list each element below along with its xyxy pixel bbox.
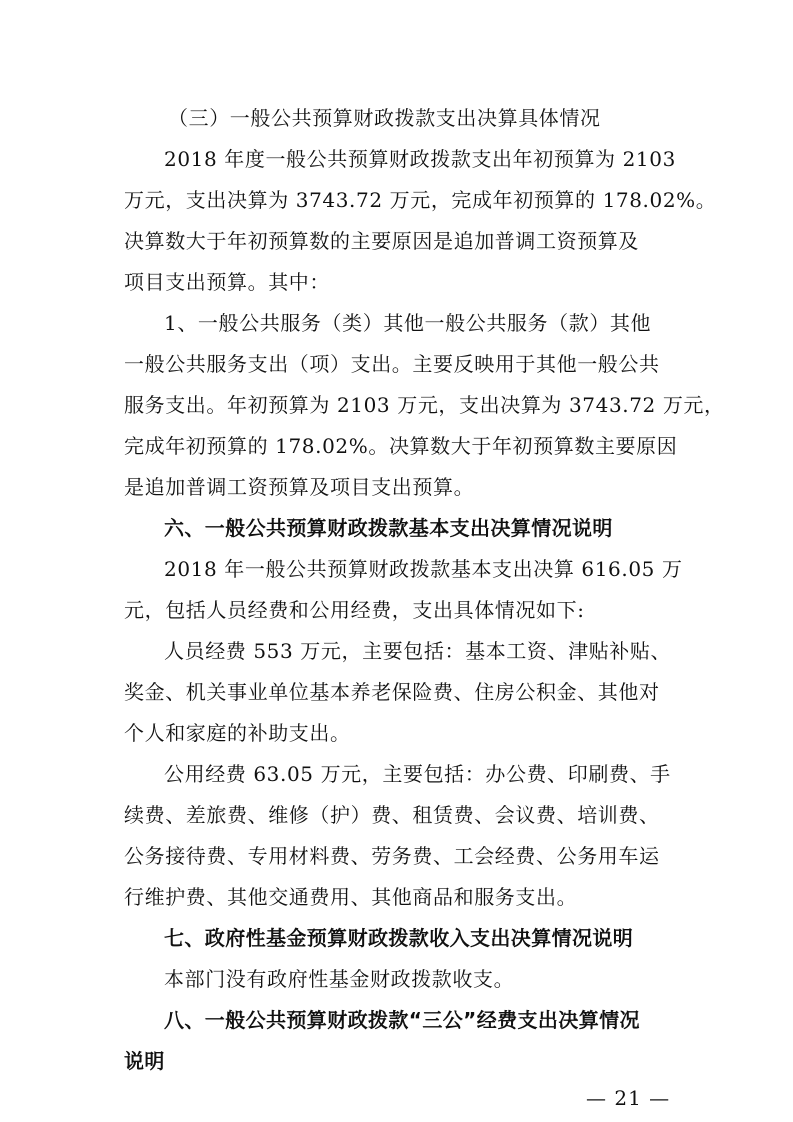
paragraph-5-line-3: 公务接待费、专用材料费、劳务费、工会经费、公务用车运: [124, 844, 660, 868]
paragraph-5-line-4: 行维护费、其他交通费用、其他商品和服务支出。: [124, 885, 578, 909]
paragraph-2-line-4: 完成年初预算的 178.02%。决算数大于年初预算数主要原因: [124, 434, 678, 458]
page-number: — 21 —: [586, 1086, 671, 1110]
heading-8-line-2: 说明: [124, 1049, 165, 1073]
paragraph-4-line-2: 奖金、机关事业单位基本养老保险费、住房公积金、其他对: [124, 680, 660, 704]
paragraph-1-line-4: 项目支出预算。其中：: [124, 270, 330, 294]
heading-7: 七、政府性基金预算财政拨款收入支出决算情况说明: [164, 926, 634, 950]
section-3-heading: （三）一般公共预算财政拨款支出决算具体情况: [168, 106, 601, 130]
paragraph-4-line-3: 个人和家庭的补助支出。: [124, 721, 351, 745]
paragraph-2-line-1: 1、一般公共服务（类）其他一般公共服务（款）其他: [164, 311, 652, 335]
paragraph-1-line-2: 万元，支出决算为 3743.72 万元，完成年初预算的 178.02%。: [124, 188, 717, 212]
heading-8-line-1: 八、一般公共预算财政拨款“三公”经费支出决算情况: [164, 1008, 640, 1032]
paragraph-4-line-1: 人员经费 553 万元，主要包括：基本工资、津贴补贴、: [164, 639, 672, 663]
paragraph-2-line-2: 一般公共服务支出（项）支出。主要反映用于其他一般公共: [124, 352, 660, 376]
paragraph-2-line-5: 是追加普调工资预算及项目支出预算。: [124, 475, 475, 499]
paragraph-1-line-1: 2018 年度一般公共预算财政拨款支出年初预算为 2103: [164, 147, 676, 171]
paragraph-5-line-1: 公用经费 63.05 万元，主要包括：办公费、印刷费、手: [164, 762, 671, 786]
paragraph-6-line-1: 本部门没有政府性基金财政拨款收支。: [164, 967, 515, 991]
paragraph-3-line-2: 元，包括人员经费和公用经费，支出具体情况如下:: [124, 598, 585, 622]
paragraph-2-line-3: 服务支出。年初预算为 2103 万元，支出决算为 3743.72 万元，: [124, 393, 725, 417]
paragraph-5-line-2: 续费、差旅费、维修（护）费、租赁费、会议费、培训费、: [124, 803, 660, 827]
heading-6: 六、一般公共预算财政拨款基本支出决算情况说明: [164, 516, 613, 540]
paragraph-3-line-1: 2018 年一般公共预算财政拨款基本支出决算 616.05 万: [164, 557, 683, 581]
paragraph-1-line-3: 决算数大于年初预算数的主要原因是追加普调工资预算及: [124, 229, 639, 253]
